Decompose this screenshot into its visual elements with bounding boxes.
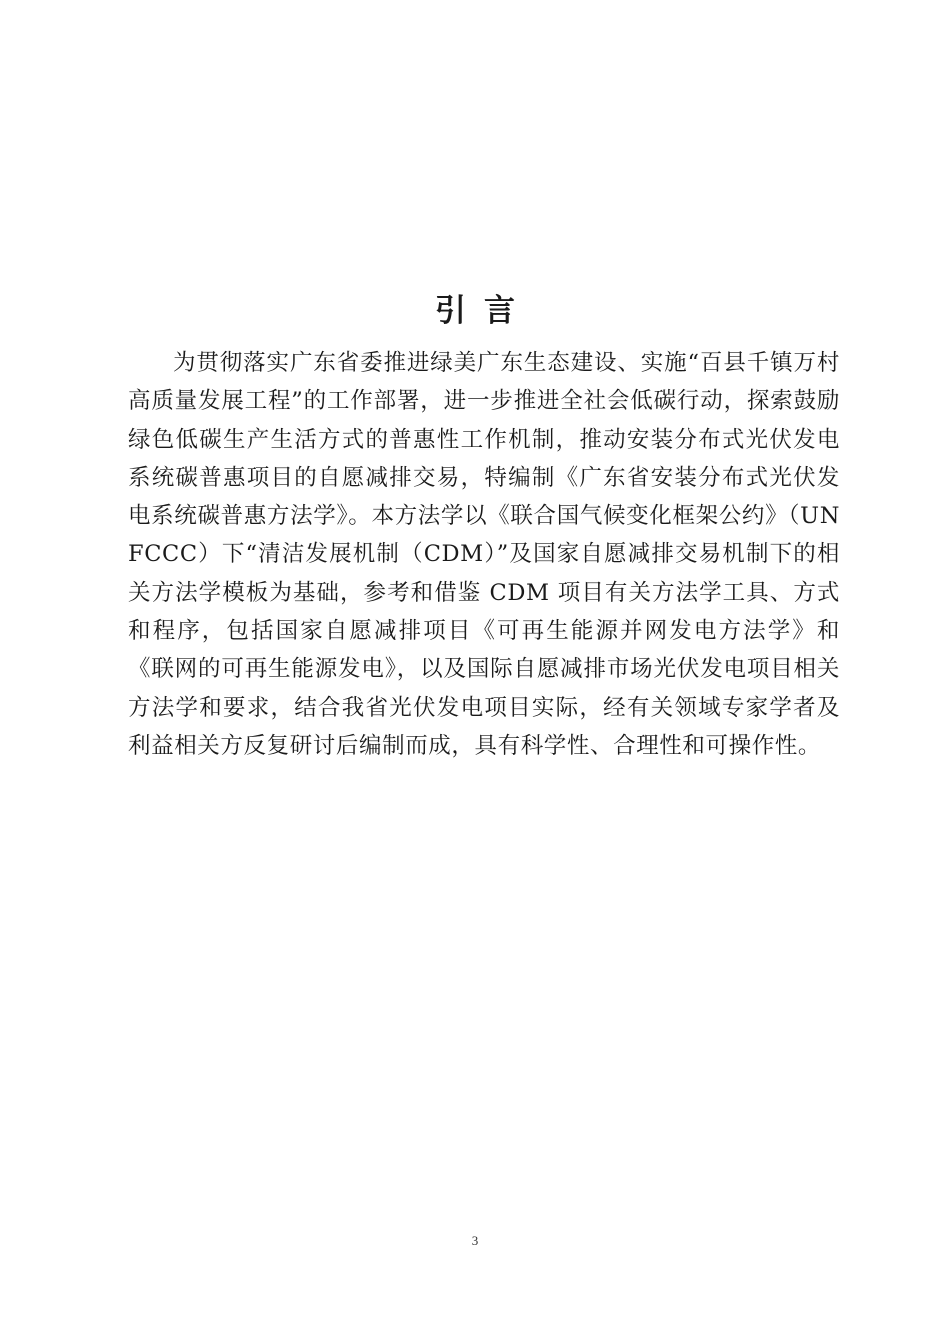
page-number: 3	[471, 1233, 479, 1248]
page-title: 引言	[435, 292, 533, 329]
introduction-paragraph: 为贯彻落实广东省委推进绿美广东生态建设、实施“百县千镇万村高质量发展工程”的工作部署，进一步推进全社会低碳行动，探索鼓励绿色低碳生产生活方式的普惠性工作机制，推动安装分布式光伏发电系统碳普惠项目的自愿减排交易，特编制《广东省安装分布式光伏发电系统碳普惠方法学》。本方法学以《联合国气候变化框架公约》（UNFCCC）下“清洁发展机制（CDM）”及国家自愿减排交易机制下的相关方法学模板为基础，参考和借鉴 CDM 项目有关方法学工具、方式和程序，包括国家自愿减排项目《可再生能源并网发电方法学》和《联网的可再生能源发电》，以及国际自愿减排市场光伏发电项目相关方法学和要求，结合我省光伏发电项目实际，经有关领域专家学者及利益相关方反复研讨后编制而成，具有科学性、合理性和可操作性。	[128, 350, 840, 759]
